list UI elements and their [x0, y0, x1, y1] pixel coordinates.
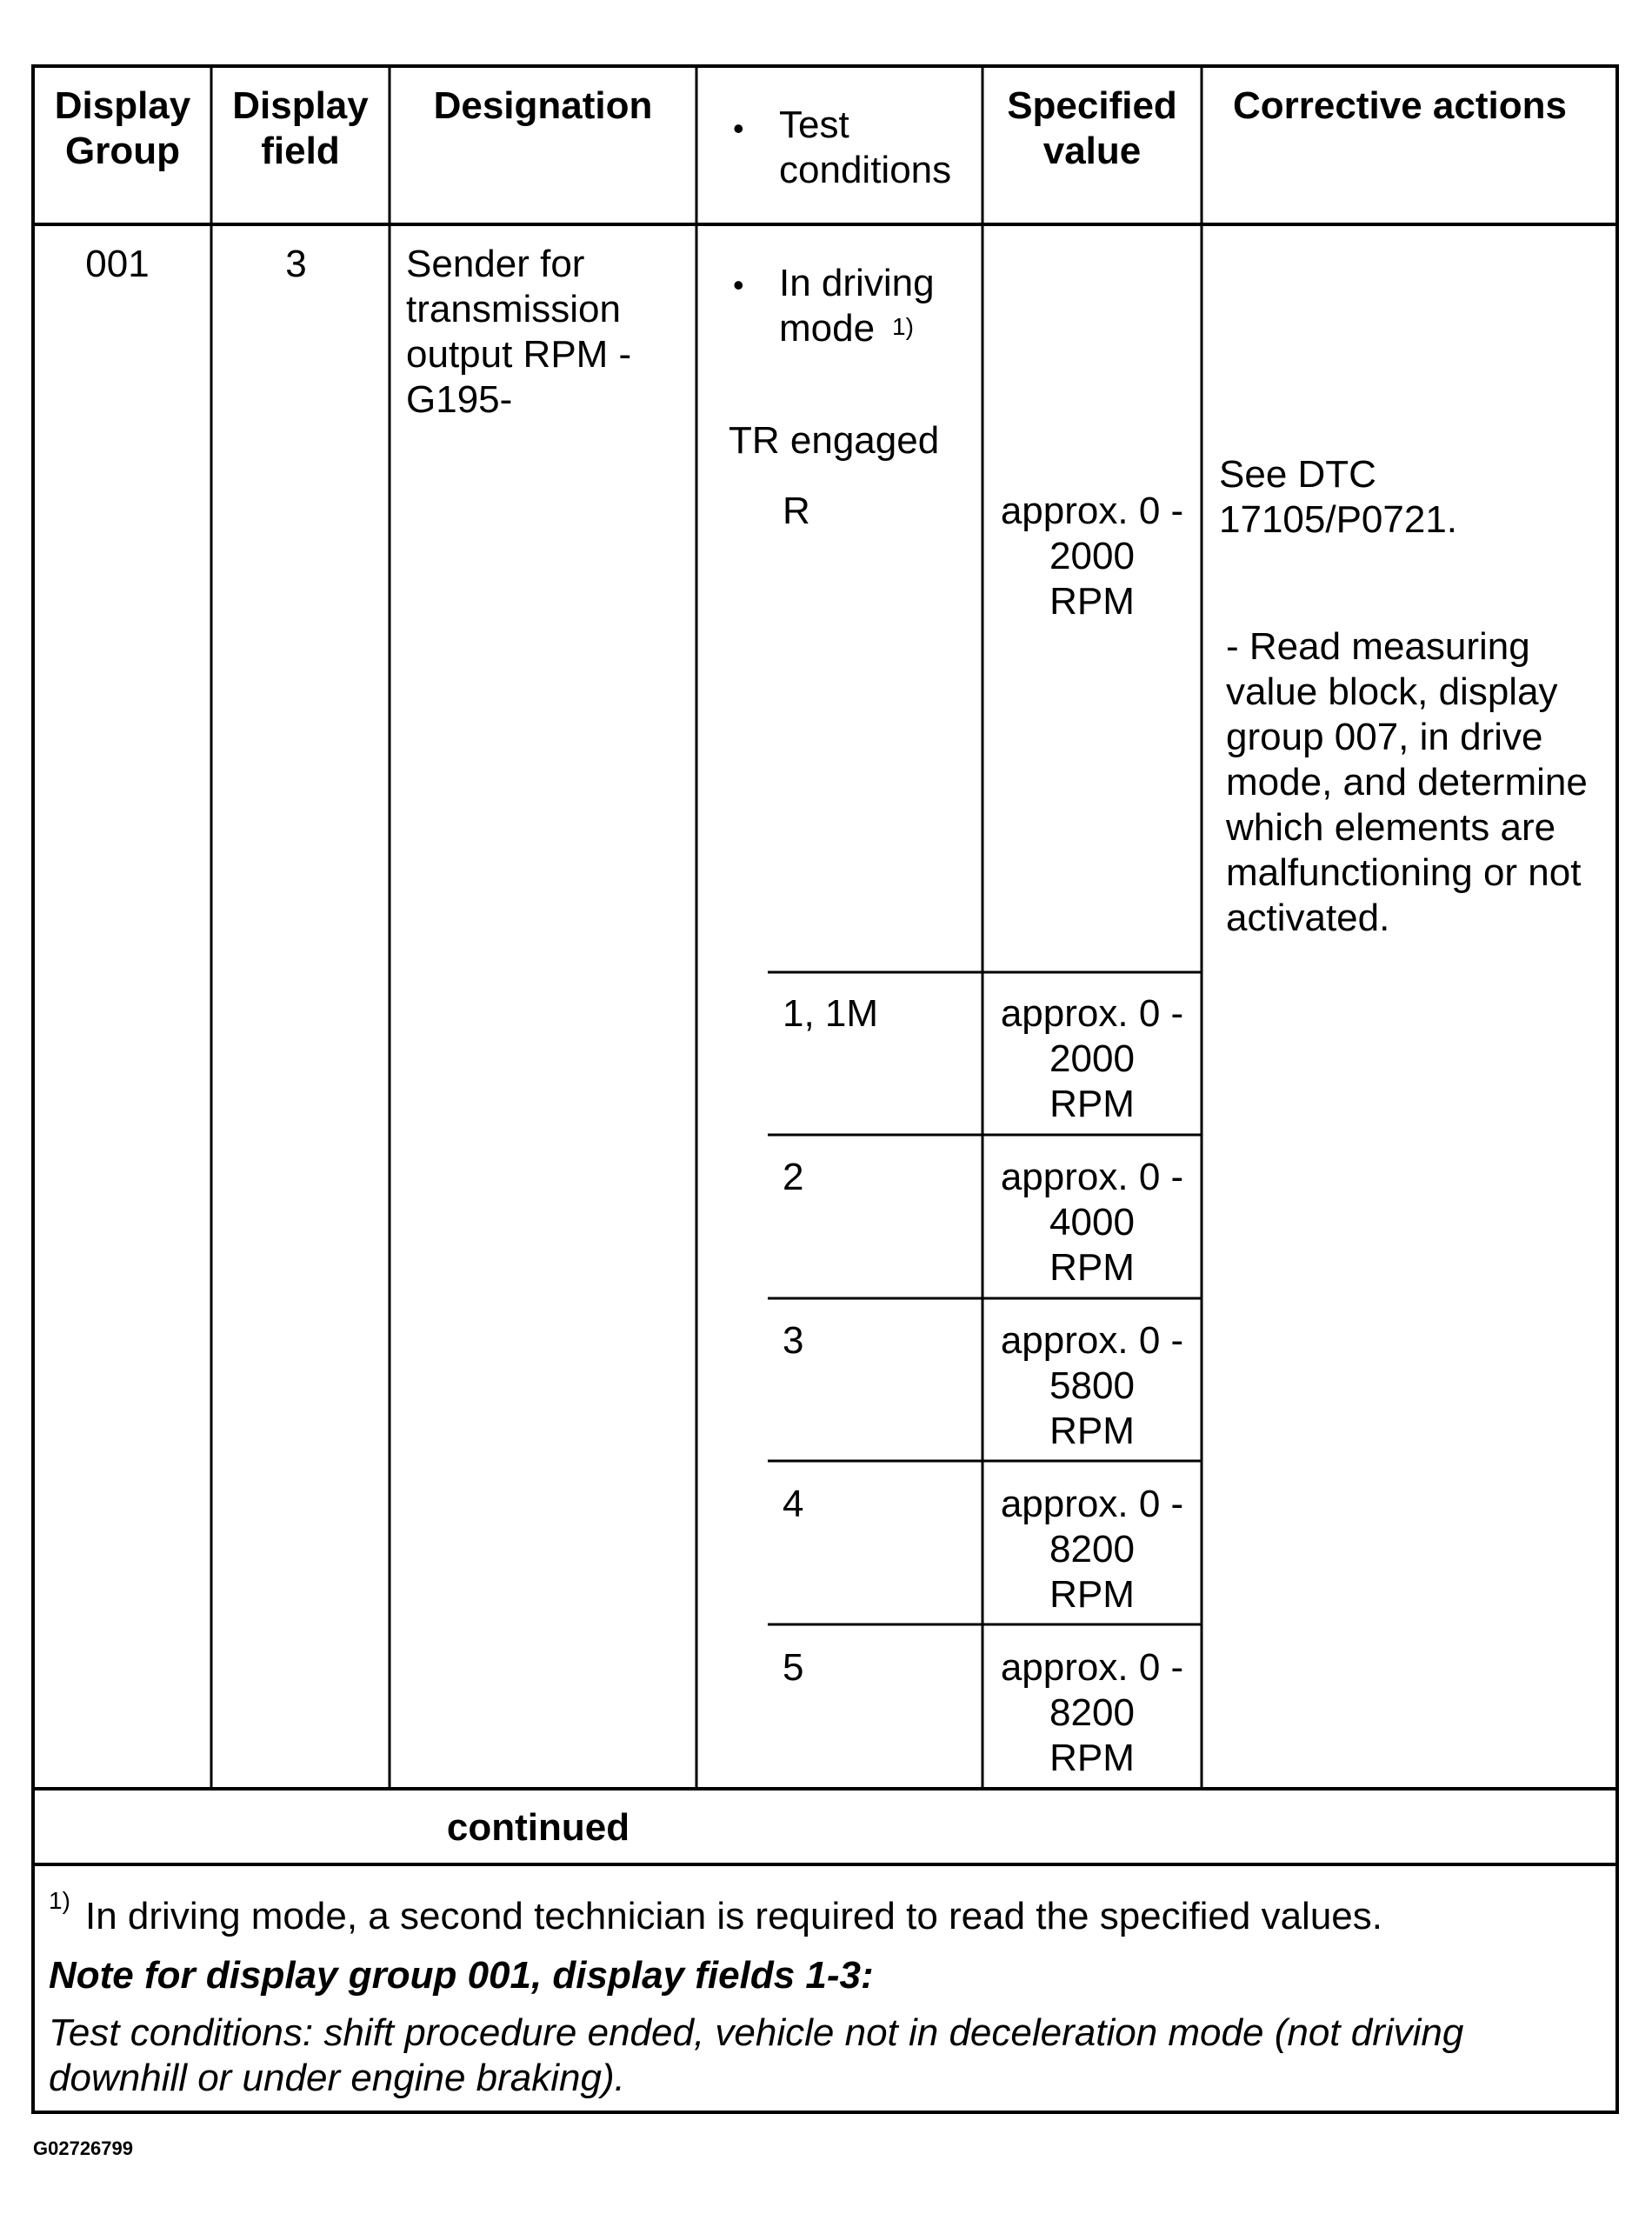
corrective-action-text: - Read measuring value block, display group 007, in drive mode, and determine which elements are malfunctioning or not activated.: [1226, 625, 1588, 939]
header-display-field: Display field: [232, 84, 369, 172]
specified-value-cell: approx. 0 - 8200 RPM: [1000, 1483, 1184, 1616]
continued-label: continued: [446, 1806, 630, 1849]
gear-label: 5: [783, 1646, 804, 1689]
header-specified-value: Specified value: [1007, 84, 1177, 172]
header-corrective-actions: Corrective actions: [1233, 84, 1567, 127]
gear-label: 4: [783, 1483, 804, 1525]
header-test-conditions: Test conditions: [779, 103, 952, 191]
driving-mode-condition: In driving mode: [779, 262, 935, 350]
designation-value: Sender for transmission output RPM - G195-: [406, 243, 632, 421]
bullet-icon: •: [733, 267, 744, 303]
image-id-label: G02726799: [33, 2137, 133, 2159]
corrective-dtc-reference: See DTC 17105/P0721.: [1219, 453, 1458, 541]
note-text: Test conditions: shift procedure ended, vehicle not in deceleration mode (not driving downhill or under engine braking).: [49, 2011, 1464, 2099]
gear-label: R: [783, 490, 810, 532]
specified-value-cell: approx. 0 - 2000 RPM: [1000, 490, 1184, 623]
header-designation: Designation: [433, 84, 653, 127]
header-display-group: Display Group: [54, 84, 191, 172]
gear-label: 1, 1M: [783, 992, 879, 1035]
specified-value-cell: approx. 0 - 5800 RPM: [1000, 1319, 1184, 1452]
specified-value-cell: approx. 0 - 8200 RPM: [1000, 1646, 1184, 1779]
specified-value-cell: approx. 0 - 4000 RPM: [1000, 1156, 1184, 1289]
bullet-icon: •: [733, 110, 744, 146]
footnote-text: In driving mode, a second technician is required to read the specified values.: [85, 1895, 1382, 1937]
driving-mode-footnote-marker: 1): [892, 313, 914, 340]
gear-label: 3: [783, 1319, 804, 1362]
display-group-value: 001: [85, 243, 150, 285]
footnote-marker: 1): [49, 1887, 70, 1914]
tr-engaged-label: TR engaged: [729, 419, 940, 462]
gear-label: 2: [783, 1156, 804, 1198]
note-title: Note for display group 001, display fields 1-3:: [49, 1954, 874, 1997]
display-field-value: 3: [285, 243, 307, 285]
specified-value-cell: approx. 0 - 2000 RPM: [1000, 992, 1184, 1125]
